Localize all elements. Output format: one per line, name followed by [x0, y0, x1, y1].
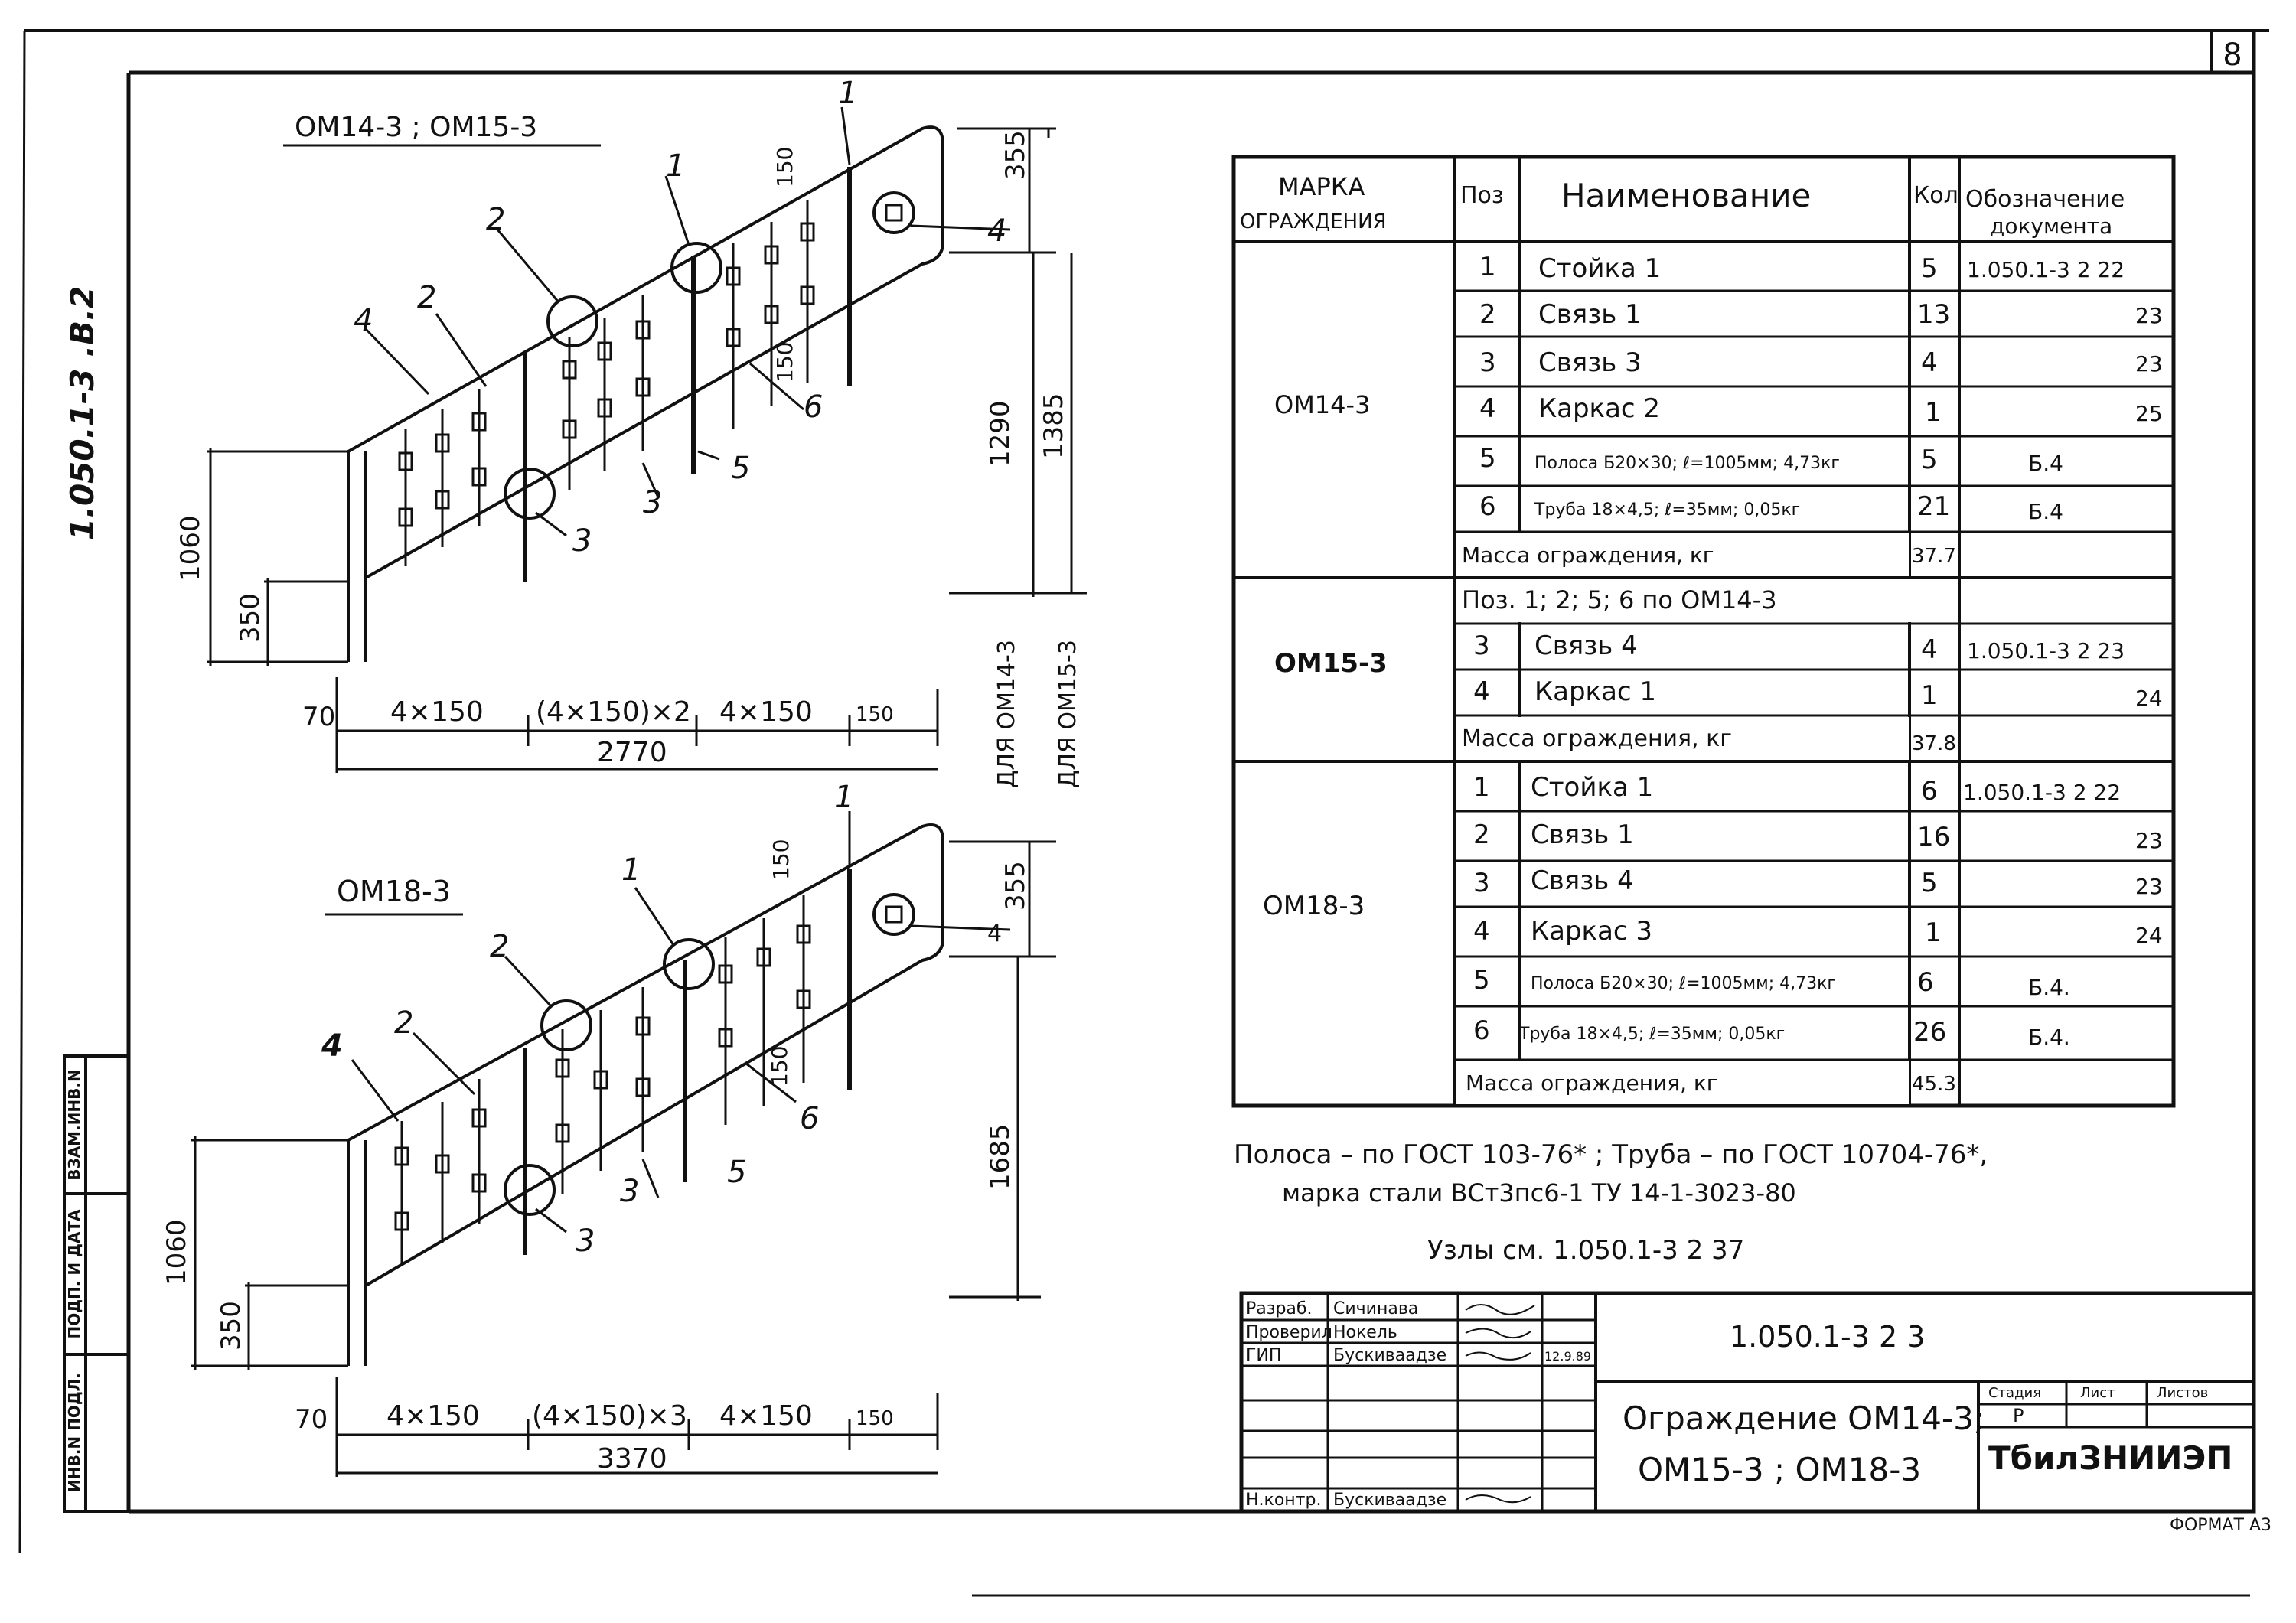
svg-text:Каркас 3: Каркас 3 — [1531, 916, 1653, 947]
svg-text:2: 2 — [1473, 820, 1490, 850]
format-label: ФОРМАТ А3 — [2170, 1516, 2272, 1535]
svg-text:5: 5 — [1921, 868, 1938, 898]
svg-text:Проверил: Проверил — [1246, 1323, 1332, 1342]
svg-text:24: 24 — [2135, 923, 2163, 948]
bottom-callout-6: 6 — [800, 1101, 820, 1136]
title-block-organization: ТбилЗНИИЭП — [1988, 1439, 2233, 1477]
svg-text:6: 6 — [1917, 967, 1934, 998]
top-callout-4a: 4 — [354, 303, 373, 338]
spec-mark-om18: ОМ18-3 — [1263, 891, 1365, 921]
top-callout-6: 6 — [804, 389, 823, 425]
bottom-dim-seg2: (4×150)×3 — [532, 1400, 687, 1432]
svg-text:Б.4: Б.4 — [2028, 451, 2063, 476]
svg-text:12.9.89: 12.9.89 — [1544, 1349, 1592, 1364]
svg-text:Б.4.: Б.4. — [2028, 1025, 2070, 1050]
svg-text:1: 1 — [1473, 772, 1490, 803]
svg-text:23: 23 — [2135, 828, 2163, 853]
svg-text:21: 21 — [1917, 491, 1951, 522]
svg-text:4: 4 — [1921, 347, 1938, 378]
svg-text:25: 25 — [2135, 401, 2163, 426]
bottom-callout-3b: 3 — [576, 1224, 595, 1259]
top-callout-3b: 3 — [572, 523, 592, 559]
svg-text:23: 23 — [2135, 303, 2163, 328]
svg-text:Сичинава: Сичинава — [1333, 1299, 1419, 1318]
svg-text:Бускиваадзе: Бускиваадзе — [1333, 1346, 1447, 1365]
spec-table — [1234, 157, 2174, 1106]
title-block-stage: Р — [2013, 1405, 2024, 1426]
svg-text:1: 1 — [1479, 252, 1496, 282]
svg-text:Полоса Б20×30; ℓ=1005мм; 4,73к: Полоса Б20×30; ℓ=1005мм; 4,73кг — [1534, 454, 1840, 473]
spec-header-doc-2: документа — [1990, 213, 2113, 239]
svg-text:4: 4 — [1473, 676, 1490, 707]
svg-text:Стойка 1: Стойка 1 — [1531, 772, 1654, 803]
svg-text:37.8: 37.8 — [1912, 732, 1956, 755]
top-dim-70: 70 — [302, 702, 336, 732]
top-node-circle-4 — [874, 193, 914, 233]
svg-text:Связь 4: Связь 4 — [1531, 865, 1634, 896]
top-dim-350: 350 — [235, 593, 266, 643]
svg-text:Связь 1: Связь 1 — [1538, 299, 1642, 330]
top-dim-150b: 150 — [772, 341, 797, 383]
bottom-dim-355: 355 — [1000, 861, 1031, 911]
svg-text:Связь 1: Связь 1 — [1531, 820, 1634, 850]
svg-text:Каркас 2: Каркас 2 — [1538, 393, 1661, 424]
svg-text:Масса ограждения, кг: Масса ограждения, кг — [1462, 725, 1733, 752]
side-code: 1.050.1-3 .В.2 — [64, 285, 101, 541]
stamp-sign-label: ПОДП. И ДАТА — [65, 1209, 83, 1339]
svg-text:37.7: 37.7 — [1912, 545, 1956, 568]
spec-header-mark-1: МАРКА — [1278, 172, 1365, 201]
spec-header-qty: Кол — [1913, 182, 1958, 209]
bottom-dim-150c: 150 — [856, 1407, 894, 1430]
top-pickets — [400, 200, 814, 566]
top-dim-150a: 150 — [772, 146, 797, 187]
svg-text:Б.4: Б.4 — [2028, 499, 2063, 524]
bottom-callout-2a: 2 — [490, 929, 510, 964]
svg-text:5: 5 — [1921, 445, 1938, 475]
svg-text:Нокель: Нокель — [1333, 1323, 1397, 1342]
svg-text:3: 3 — [1473, 631, 1490, 661]
svg-text:45.3: 45.3 — [1912, 1073, 1956, 1096]
stamp-replace-label: ВЗАМ.ИНВ.N — [65, 1069, 83, 1181]
spec-header-doc-1: Обозначение — [1965, 186, 2125, 213]
top-dim-355: 355 — [1000, 130, 1031, 180]
bottom-dimension-lines — [191, 842, 1056, 1477]
spec-header-mark-2: ОГРАЖДЕНИЯ — [1240, 210, 1387, 233]
svg-text:Б.4.: Б.4. — [2028, 975, 2070, 1000]
top-callout-4b: 4 — [987, 213, 1007, 249]
bottom-drawing-title: ОМ18-3 — [337, 875, 451, 908]
svg-text:5: 5 — [1921, 253, 1938, 284]
svg-text:3: 3 — [1473, 868, 1490, 898]
svg-text:5: 5 — [1473, 965, 1490, 996]
svg-text:23: 23 — [2135, 351, 2163, 376]
title-block-roles — [1246, 1299, 1591, 1510]
spec-mark-om15: ОМ15-3 — [1274, 648, 1388, 679]
top-dim-seg2: (4×150)×2 — [536, 696, 691, 728]
note-line-1: Полоса – по ГОСТ 103-76* ; Труба – по ГОСТ 10704-76*, — [1234, 1139, 1988, 1170]
bottom-dim-total: 3370 — [597, 1443, 667, 1475]
spec-header-pos: Поз — [1460, 182, 1504, 209]
spec-table-span-masks — [1456, 533, 1958, 1104]
note-line-2: марка стали ВСт3пс6-1 ТУ 14-1-3023-80 — [1282, 1178, 1796, 1207]
bottom-callout-3a: 3 — [620, 1174, 640, 1209]
bottom-dim-1685: 1685 — [985, 1123, 1016, 1190]
svg-text:6: 6 — [1473, 1015, 1490, 1046]
bottom-callout-4a: 4 — [321, 1028, 343, 1064]
svg-text:4: 4 — [1921, 634, 1938, 665]
svg-text:Масса ограждения, кг: Масса ограждения, кг — [1462, 543, 1714, 568]
svg-text:Труба 18×4,5; ℓ=35мм; 0,05кг: Труба 18×4,5; ℓ=35мм; 0,05кг — [1534, 500, 1801, 520]
top-dim-seg3: 4×150 — [719, 696, 813, 728]
top-dim-seg1: 4×150 — [390, 696, 484, 728]
svg-text:Труба 18×4,5; ℓ=35мм; 0,05кг: Труба 18×4,5; ℓ=35мм; 0,05кг — [1519, 1025, 1786, 1044]
bottom-node-circle-2 — [542, 1001, 591, 1050]
top-railing-drawing — [175, 76, 1087, 788]
svg-text:Полоса Б20×30; ℓ=1005мм; 4,73к: Полоса Б20×30; ℓ=1005мм; 4,73кг — [1531, 974, 1836, 993]
title-block-designation: 1.050.1-3 2 3 — [1730, 1320, 1926, 1354]
bottom-dim-seg3: 4×150 — [719, 1400, 813, 1432]
bottom-dim-150a: 150 — [768, 839, 794, 880]
spec-rows-om18 — [1466, 772, 2163, 1096]
spec-rows-om14 — [1462, 252, 2163, 568]
svg-text:26: 26 — [1913, 1017, 1947, 1048]
svg-text:3: 3 — [1479, 347, 1496, 378]
svg-text:Каркас 1: Каркас 1 — [1534, 676, 1657, 707]
svg-text:Н.контр.: Н.контр. — [1246, 1491, 1322, 1510]
bottom-dim-seg1: 4×150 — [386, 1400, 480, 1432]
title-block-sheets-header: Листов — [2157, 1385, 2209, 1401]
svg-text:1: 1 — [1925, 397, 1942, 428]
svg-text:16: 16 — [1917, 822, 1951, 852]
bottom-callout-1b: 1 — [834, 780, 854, 815]
svg-text:Поз. 1; 2; 5; 6 по ОМ14-3: Поз. 1; 2; 5; 6 по ОМ14-3 — [1462, 585, 1777, 614]
bottom-dim-350: 350 — [216, 1301, 246, 1351]
svg-text:1: 1 — [1921, 680, 1938, 711]
bottom-callout-5: 5 — [727, 1155, 747, 1190]
bottom-callout-2b: 2 — [394, 1005, 414, 1041]
top-callout-3a: 3 — [643, 485, 663, 520]
svg-text:23: 23 — [2135, 874, 2163, 899]
top-dim-total: 2770 — [597, 737, 667, 768]
svg-text:2: 2 — [1479, 299, 1496, 330]
spec-mark-om14: ОМ14-3 — [1274, 390, 1371, 419]
bottom-dim-1060: 1060 — [161, 1219, 192, 1286]
top-dim-for-om15: ДЛЯ ОМ15-3 — [1055, 640, 1081, 788]
top-node-circle-2 — [548, 297, 597, 346]
bottom-railing-drawing — [161, 780, 1056, 1477]
svg-text:4: 4 — [1473, 916, 1490, 947]
top-callout-1a: 1 — [666, 148, 686, 184]
svg-text:24: 24 — [2135, 686, 2163, 711]
title-block-sheet-header: Лист — [2080, 1385, 2115, 1401]
svg-text:4: 4 — [1479, 393, 1496, 424]
bottom-callout-4b: 4 — [987, 921, 1003, 947]
title-block-stage-header: Стадия — [1988, 1385, 2042, 1401]
top-dim-1060: 1060 — [175, 515, 206, 582]
svg-text:5: 5 — [1479, 443, 1496, 474]
top-drawing-title: ОМ14-3 ; ОМ15-3 — [295, 112, 538, 143]
top-callout-1b: 1 — [838, 76, 858, 111]
svg-text:13: 13 — [1917, 299, 1951, 330]
svg-text:Связь 3: Связь 3 — [1538, 347, 1642, 378]
title-block-title-2: ОМ15-3 ; ОМ18-3 — [1638, 1451, 1922, 1488]
page-number: 8 — [2223, 37, 2242, 73]
svg-text:Разраб.: Разраб. — [1246, 1299, 1313, 1318]
svg-text:1.050.1-3 2 22: 1.050.1-3 2 22 — [1963, 780, 2122, 805]
top-dim-150c: 150 — [856, 703, 894, 726]
svg-text:6: 6 — [1921, 776, 1938, 807]
top-callout-5: 5 — [731, 451, 751, 486]
top-dim-1290: 1290 — [985, 400, 1016, 467]
top-dim-1385: 1385 — [1039, 393, 1069, 459]
top-callout-2a: 2 — [486, 202, 506, 237]
top-node-circle-1 — [672, 243, 721, 292]
svg-text:6: 6 — [1479, 491, 1496, 522]
spec-header-name: Наименование — [1561, 177, 1812, 214]
svg-text:1: 1 — [1925, 917, 1942, 948]
stamp-inv-label: ИНВ.N ПОДЛ. — [65, 1373, 83, 1492]
top-dimension-lines — [207, 129, 1087, 773]
bottom-dim-70: 70 — [295, 1404, 328, 1435]
svg-text:1.050.1-3 2 23: 1.050.1-3 2 23 — [1967, 638, 2125, 663]
bottom-callout-1a: 1 — [621, 852, 641, 888]
svg-text:1.050.1-3 2 22: 1.050.1-3 2 22 — [1967, 257, 2125, 282]
top-dim-for-om14: ДЛЯ ОМ14-3 — [993, 640, 1020, 788]
svg-text:ГИП: ГИП — [1246, 1346, 1282, 1365]
svg-text:Стойка 1: Стойка 1 — [1538, 253, 1662, 284]
svg-text:Связь 4: Связь 4 — [1534, 631, 1638, 661]
svg-text:Масса ограждения, кг: Масса ограждения, кг — [1466, 1071, 1718, 1096]
note-line-3: Узлы см. 1.050.1-3 2 37 — [1427, 1235, 1745, 1266]
top-callout-2b: 2 — [417, 280, 437, 315]
bottom-dim-150b: 150 — [767, 1045, 792, 1087]
title-block-title-1: Ограждение ОМ14-3; — [1623, 1400, 1985, 1437]
svg-text:Бускиваадзе: Бускиваадзе — [1333, 1491, 1447, 1510]
bottom-node-circle-4 — [874, 895, 914, 934]
